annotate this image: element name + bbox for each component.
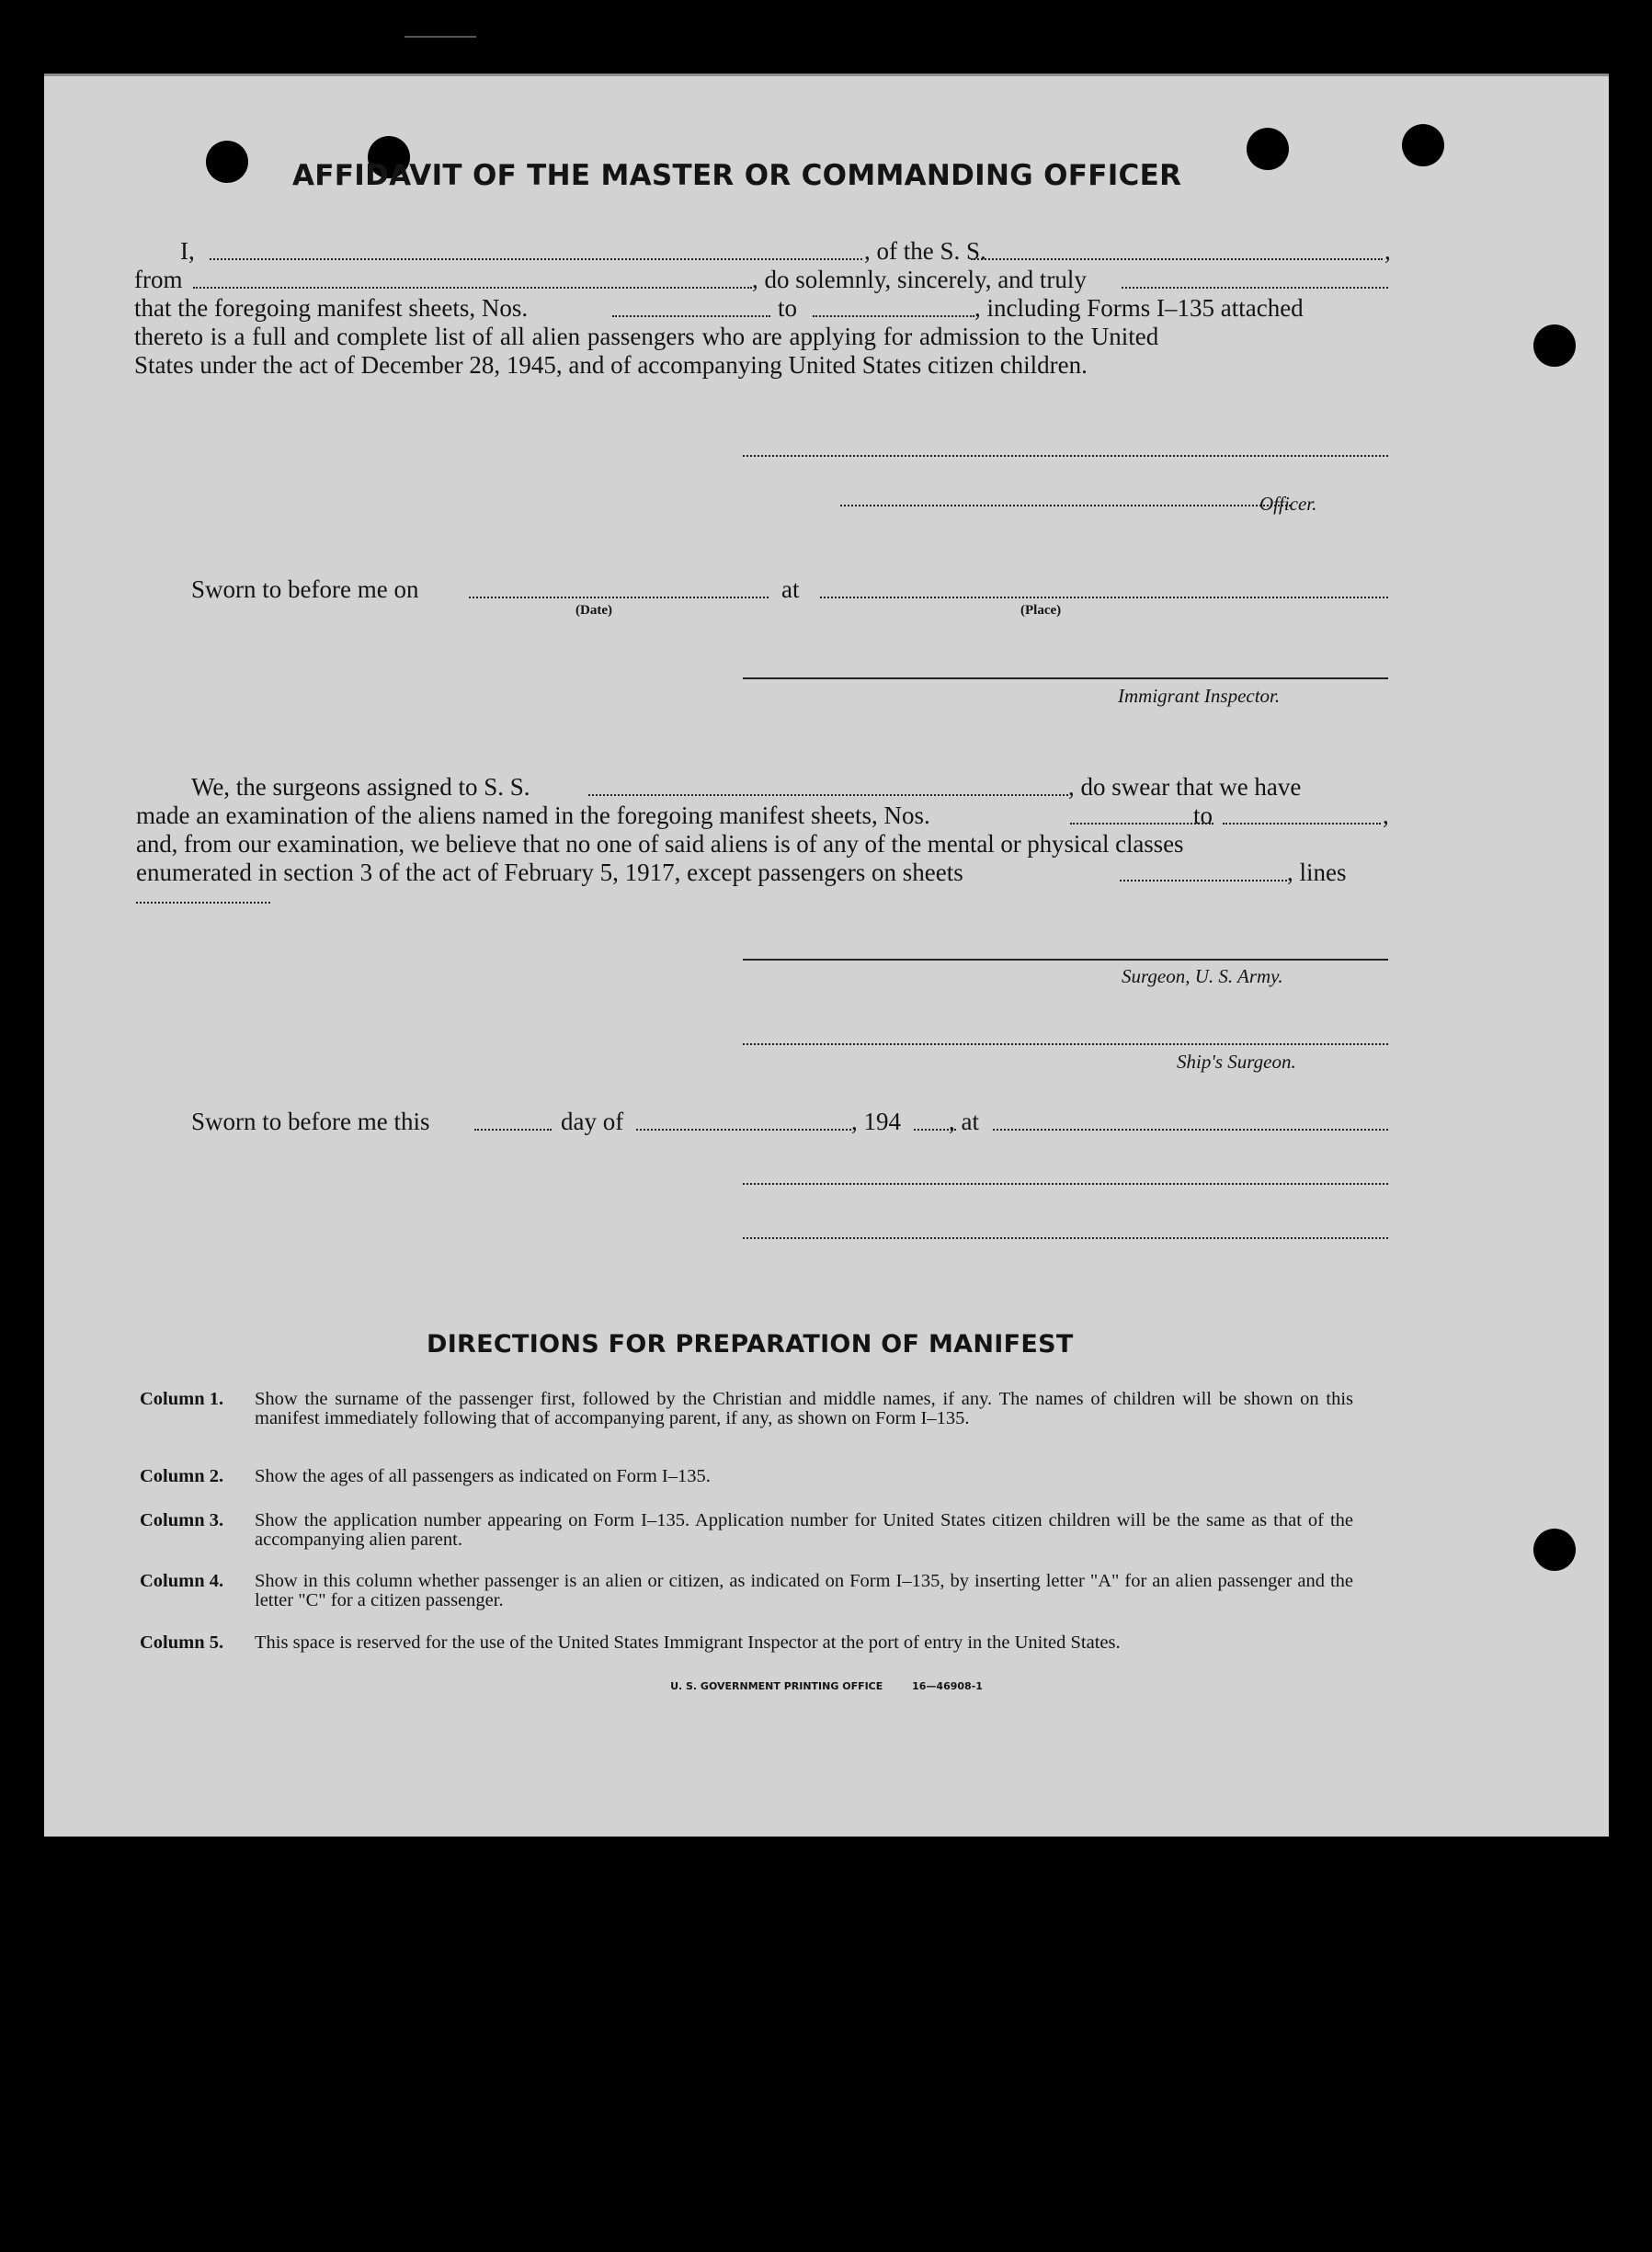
- affidavit-line4: thereto is a full and complete list of all alien passengers who are applying for admission to the United: [134, 323, 1159, 350]
- punch-hole: [206, 141, 248, 183]
- column-text: Show the ages of all passengers as indicated on Form I–135.: [255, 1466, 711, 1486]
- surgeons-line2-c: ,: [1383, 802, 1389, 829]
- inspector-signature-line[interactable]: [743, 677, 1388, 679]
- column-label: Column 3.: [140, 1510, 224, 1530]
- form-code: 16—46908-1: [912, 1680, 983, 1692]
- ship-name-field[interactable]: [971, 258, 1383, 260]
- surgeons-line1-b: , do swear that we have: [1068, 773, 1302, 801]
- sworn-1-text-a: Sworn to before me on: [191, 575, 419, 603]
- punch-hole: [1533, 1529, 1576, 1571]
- truly-field[interactable]: [1122, 287, 1388, 289]
- affidavit-line1-a: I,: [180, 237, 195, 265]
- surgeons-line3: and, from our examination, we believe that no one of said aliens is of any of the mental or physical classes: [136, 830, 1184, 858]
- sworn-2-text-a: Sworn to before me this: [191, 1108, 430, 1135]
- affidavit-line2-a: from: [134, 266, 183, 293]
- officer-signature-line-1[interactable]: [743, 455, 1388, 457]
- affidavit-line3-a: that the foregoing manifest sheets, Nos.: [134, 294, 529, 322]
- sworn-signature-line-2[interactable]: [743, 1237, 1388, 1239]
- column-text: Show in this column whether passenger is an alien or citizen, as indicated on Form I–135, by inserting letter "A" for an alien passenger and the letter "C" for a citizen passenger.: [255, 1571, 1353, 1610]
- punch-hole: [1533, 324, 1576, 367]
- lines-field[interactable]: [136, 902, 270, 904]
- surgeons-ship-field[interactable]: [588, 794, 1068, 796]
- printer-footer: [44, 1680, 1609, 1692]
- sworn-1-text-b: at: [781, 575, 800, 603]
- affidavit-line5: States under the act of December 28, 1945, and of accompanying United States citizen children.: [134, 351, 1088, 379]
- punch-hole: [1247, 128, 1289, 170]
- ship-surgeon-label: Ship's Surgeon.: [1177, 1051, 1296, 1073]
- sheets-to-field[interactable]: [813, 315, 974, 317]
- army-surgeon-signature-line[interactable]: [743, 959, 1388, 961]
- column-label: Column 4.: [140, 1571, 224, 1591]
- surgeons-line4-b: , lines: [1287, 859, 1347, 886]
- sworn-at-field[interactable]: [993, 1129, 1388, 1131]
- printer-name: U. S. GOVERNMENT PRINTING OFFICE: [670, 1680, 883, 1692]
- officer-signature-line-2[interactable]: [840, 505, 1291, 506]
- form-sheet: [44, 74, 1609, 1837]
- column-label: Column 5.: [140, 1632, 224, 1653]
- sworn-2-text-d: , at: [949, 1108, 979, 1135]
- affidavit-line1-b: , of the S. S.: [864, 237, 986, 265]
- officer-label: Officer.: [1259, 493, 1317, 515]
- column-text: Show the surname of the passenger first, followed by the Christian and middle names, if any. The names of children will be shown on this manifest immediately following that of accompanying parent, if any, as shown on Form I–135.: [255, 1389, 1353, 1428]
- affidavit-line3-b: to: [778, 294, 798, 322]
- scan-mark: [404, 36, 476, 38]
- column-label: Column 1.: [140, 1389, 224, 1409]
- sworn-2-text-b: day of: [561, 1108, 624, 1135]
- except-sheets-field[interactable]: [1120, 880, 1287, 881]
- affidavit-line3-c: , including Forms I–135 attached: [974, 294, 1304, 322]
- affidavit-title: AFFIDAVIT OF THE MASTER OR COMMANDING OFFICER: [292, 159, 1182, 192]
- place-caption: (Place): [1020, 603, 1062, 618]
- surgeons-line2-a: made an examination of the aliens named in the foregoing manifest sheets, Nos.: [136, 802, 930, 829]
- column-text: This space is reserved for the use of the United States Immigrant Inspector at the port of entry in the United States.: [255, 1632, 1121, 1653]
- sworn-month-field[interactable]: [636, 1129, 851, 1131]
- affidavit-line2-b: , do solemnly, sincerely, and truly: [752, 266, 1087, 293]
- exam-sheets-from-field[interactable]: [1070, 823, 1213, 825]
- directions-title: DIRECTIONS FOR PREPARATION OF MANIFEST: [427, 1330, 1074, 1359]
- exam-sheets-to-field[interactable]: [1223, 823, 1381, 825]
- sworn-day-field[interactable]: [474, 1129, 552, 1131]
- ship-surgeon-signature-line[interactable]: [743, 1043, 1388, 1045]
- column-text: Show the application number appearing on Form I–135. Application number for United States citizen children will be the same as that of the accompanying alien parent.: [255, 1510, 1353, 1550]
- surgeons-line4-a: enumerated in section 3 of the act of February 5, 1917, except passengers on sheets: [136, 859, 963, 886]
- sworn-2-text-c: , 194: [851, 1108, 901, 1135]
- from-field[interactable]: [193, 287, 752, 289]
- sworn-signature-line-1[interactable]: [743, 1183, 1388, 1185]
- column-label: Column 2.: [140, 1466, 224, 1486]
- army-surgeon-label: Surgeon, U. S. Army.: [1122, 965, 1283, 987]
- affidavit-line1-c: ,: [1384, 237, 1391, 265]
- date-caption: (Date): [575, 603, 612, 618]
- surgeons-line1-a: We, the surgeons assigned to S. S.: [191, 773, 530, 801]
- punch-hole: [1402, 124, 1444, 166]
- sworn-date-field[interactable]: [469, 597, 769, 598]
- inspector-label: Immigrant Inspector.: [1118, 685, 1281, 707]
- sheets-from-field[interactable]: [612, 315, 770, 317]
- surgeons-line2-b: to: [1193, 802, 1213, 829]
- sworn-place-field[interactable]: [820, 597, 1388, 598]
- name-field[interactable]: [210, 258, 862, 260]
